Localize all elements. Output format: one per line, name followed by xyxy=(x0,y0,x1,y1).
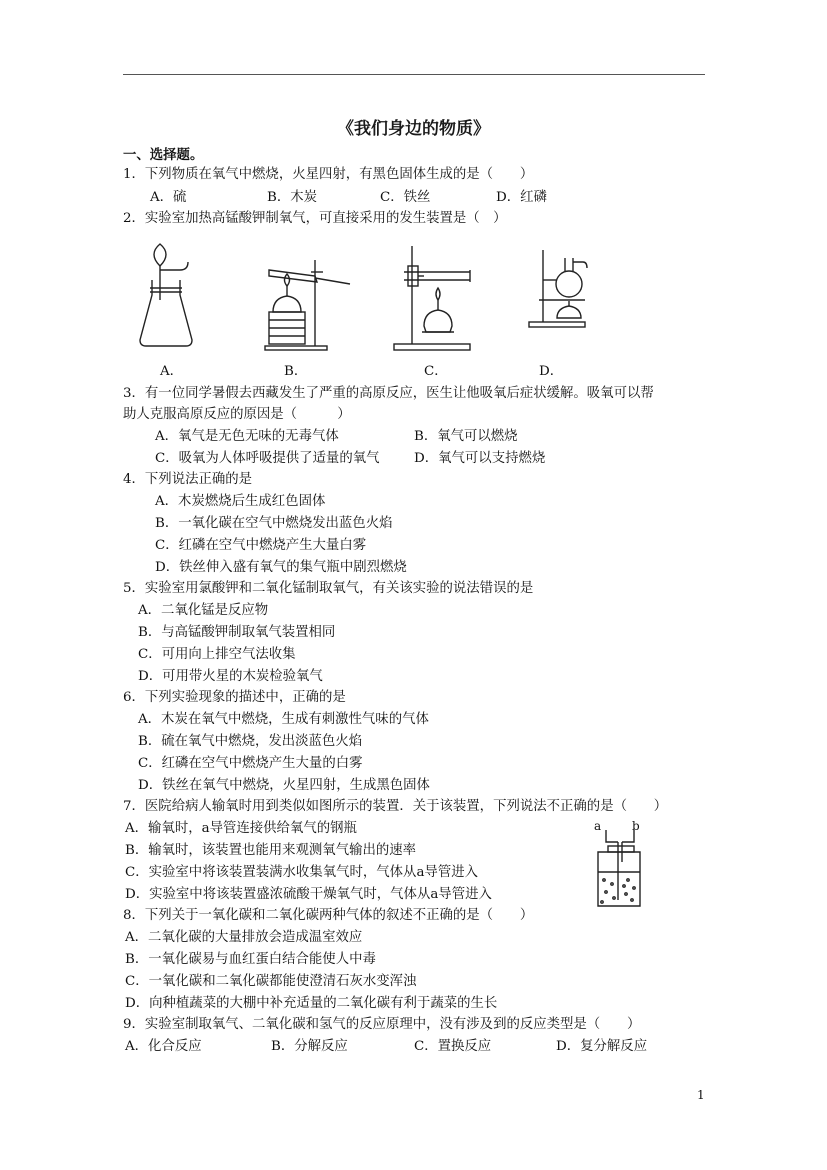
q1-option-b: B．木炭 xyxy=(267,190,318,205)
apparatus-a-figure xyxy=(138,240,198,355)
header-rule xyxy=(123,74,705,75)
q7-option-a: A．输氧时，a导管连接供给氧气的钢瓶 xyxy=(125,821,357,836)
q2-figure-label-a: A． xyxy=(160,364,184,379)
q4-option-b: B．一氧化碳在空气中燃烧发出蓝色火焰 xyxy=(155,516,393,531)
q5-stem: 5．实验室用氯酸钾和二氧化锰制取氧气，有关该实验的说法错误的是 xyxy=(123,581,534,596)
q3-option-b: B．氧气可以燃烧 xyxy=(414,429,518,444)
q8-option-d: D．向种植蔬菜的大棚中补充适量的二氧化碳有利于蔬菜的生长 xyxy=(125,996,498,1011)
q2-figure-label-b: B． xyxy=(284,364,308,379)
section-heading: 一、选择题。 xyxy=(123,147,204,163)
q9-option-b: B．分解反应 xyxy=(271,1039,348,1054)
q3-stem-line-2: 助人克服高原反应的原因是（ ） xyxy=(123,407,351,422)
q2-figure-label-c: C． xyxy=(424,364,448,379)
q7-figure-label-b: b xyxy=(632,819,640,833)
q5-option-d: D．可用带火星的木炭检验氧气 xyxy=(138,669,323,684)
q6-option-a: A．木炭在氧气中燃烧，生成有刺激性气味的气体 xyxy=(138,712,429,727)
q4-option-d: D．铁丝伸入盛有氧气的集气瓶中剧烈燃烧 xyxy=(155,560,407,575)
q6-option-c: C．红磷在空气中燃烧产生大量的白雾 xyxy=(138,756,363,771)
q7-option-c: C．实验室中将该装置装满水收集氧气时，气体从a导管进入 xyxy=(125,865,478,880)
q1-option-c: C．铁丝 xyxy=(380,190,431,205)
q7-option-d: D．实验室中将该装置盛浓硫酸干燥氧气时，气体从a导管进入 xyxy=(125,887,492,902)
q1-option-a: A．硫 xyxy=(150,190,187,205)
q3-option-a: A．氧气是无色无味的无毒气体 xyxy=(155,429,339,444)
q7-option-b: B．输氧时，该装置也能用来观测氧气输出的速率 xyxy=(125,843,417,858)
page-title: 《我们身边的物质》 xyxy=(337,119,490,139)
q2-stem: 2．实验室加热高锰酸钾制氧气，可直接采用的发生装置是（ ） xyxy=(123,211,507,226)
gas-washing-bottle-figure xyxy=(588,822,648,912)
q1-option-d: D．红磷 xyxy=(496,190,547,205)
q9-stem: 9．实验室制取氧气、二氧化碳和氢气的反应原理中，没有涉及到的反应类型是（ ） xyxy=(123,1017,641,1032)
q4-stem: 4．下列说法正确的是 xyxy=(123,472,253,487)
q6-option-b: B．硫在氧气中燃烧，发出淡蓝色火焰 xyxy=(138,734,363,749)
q9-option-c: C．置换反应 xyxy=(414,1039,492,1054)
apparatus-c-figure xyxy=(390,240,480,355)
q6-option-d: D．铁丝在氧气中燃烧，火星四射，生成黑色固体 xyxy=(138,778,430,793)
q9-option-a: A．化合反应 xyxy=(125,1039,202,1054)
q5-option-b: B．与高锰酸钾制取氧气装置相同 xyxy=(138,625,336,640)
q8-stem: 8．下列关于一氧化碳和二氧化碳两种气体的叙述不正确的是（ ） xyxy=(123,908,534,923)
q7-figure-label-a: a xyxy=(594,819,602,833)
q4-option-a: A．木炭燃烧后生成红色固体 xyxy=(155,494,326,509)
q6-stem: 6．下列实验现象的描述中，正确的是 xyxy=(123,690,346,705)
page-number: 1 xyxy=(697,1088,705,1102)
q5-option-c: C．可用向上排空气法收集 xyxy=(138,647,296,662)
q3-option-c: C．吸氧为人体呼吸提供了适量的氧气 xyxy=(155,451,380,466)
q5-option-a: A．二氧化锰是反应物 xyxy=(138,603,269,618)
apparatus-b-figure xyxy=(255,240,355,355)
q1-stem: 1．下列物质在氧气中燃烧，火星四射，有黑色固体生成的是（ ） xyxy=(123,167,534,182)
q9-option-d: D．复分解反应 xyxy=(556,1039,648,1054)
q2-figure-label-d: D． xyxy=(539,364,564,379)
q8-option-c: C．一氧化碳和二氧化碳都能使澄清石灰水变浑浊 xyxy=(125,974,417,989)
q8-option-b: B．一氧化碳易与血红蛋白结合能使人中毒 xyxy=(125,952,376,967)
q3-stem-line-1: 3．有一位同学暑假去西藏发生了严重的高原反应，医生让他吸氧后症状缓解。吸氧可以帮 xyxy=(123,386,654,401)
q4-option-c: C．红磷在空气中燃烧产生大量白雾 xyxy=(155,538,367,553)
q3-option-d: D．氧气可以支持燃烧 xyxy=(414,451,546,466)
apparatus-d-figure xyxy=(525,240,595,355)
q7-stem: 7．医院给病人输氧时用到类似如图所示的装置．关于该装置，下列说法不正确的是（ ） xyxy=(123,799,668,814)
q8-option-a: A．二氧化碳的大量排放会造成温室效应 xyxy=(125,930,363,945)
